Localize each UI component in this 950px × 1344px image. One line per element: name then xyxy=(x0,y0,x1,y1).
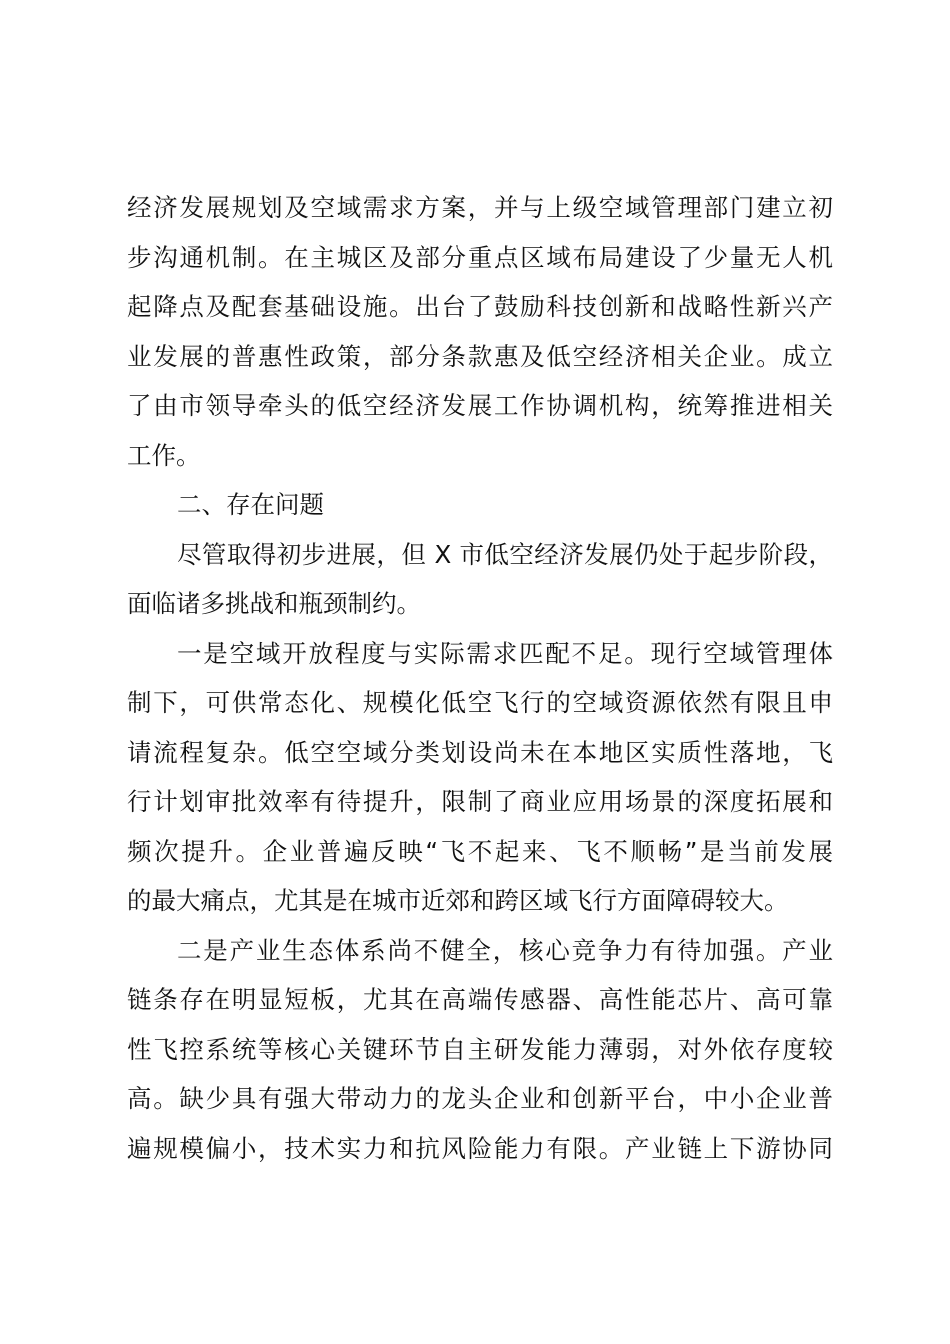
text-line: 制下，可供常态化、规模化低空飞行的空域资源依然有限且申 xyxy=(127,688,833,717)
text-line: 性飞控系统等核心关键环节自主研发能力薄弱，对外依存度较 xyxy=(127,1034,833,1064)
text-line: 工作。 xyxy=(127,440,201,470)
text-line: 频次提升。企业普遍反映“飞不起来、飞不顺畅”是当前发展 xyxy=(127,836,833,866)
text-line: 链条存在明显短板，尤其在高端传感器、高性能芯片、高可靠 xyxy=(127,985,833,1014)
text-line: 的最大痛点，尤其是在城市近郊和跨区域飞行方面障碍较大。 xyxy=(127,886,789,915)
text-line: 起降点及配套基础设施。出台了鼓励科技创新和战略性新兴产 xyxy=(127,292,833,321)
text-line: 一是空域开放程度与实际需求匹配不足。现行空域管理体 xyxy=(177,638,833,668)
text-line: 遍规模偏小，技术实力和抗风险能力有限。产业链上下游协同 xyxy=(127,1133,833,1163)
body-text xyxy=(127,183,833,1173)
text-line: 面临诸多挑战和瓶颈制约。 xyxy=(127,589,421,618)
section-heading: 二、存在问题 xyxy=(177,490,324,519)
text-line: 了由市领导牵头的低空经济发展工作协调机构，统筹推进相关 xyxy=(127,391,833,420)
text-line: 二是产业生态体系尚不健全，核心竞争力有待加强。产业 xyxy=(177,935,833,965)
text-line: 业发展的普惠性政策，部分条款惠及低空经济相关企业。成立 xyxy=(127,341,833,371)
text-line: 经济发展规划及空域需求方案，并与上级空域管理部门建立初 xyxy=(127,193,833,222)
text-line: 行计划审批效率有待提升，限制了商业应用场景的深度拓展和 xyxy=(127,787,833,816)
text-line: 请流程复杂。低空空域分类划设尚未在本地区实质性落地，飞 xyxy=(127,737,833,767)
text-line: 尽管取得初步进展，但 X 市低空经济发展仍处于起步阶段， xyxy=(177,539,833,569)
text-line: 高。缺少具有强大带动力的龙头企业和创新平台，中小企业普 xyxy=(127,1084,833,1113)
text-line: 步沟通机制。在主城区及部分重点区域布局建设了少量无人机 xyxy=(127,242,833,272)
